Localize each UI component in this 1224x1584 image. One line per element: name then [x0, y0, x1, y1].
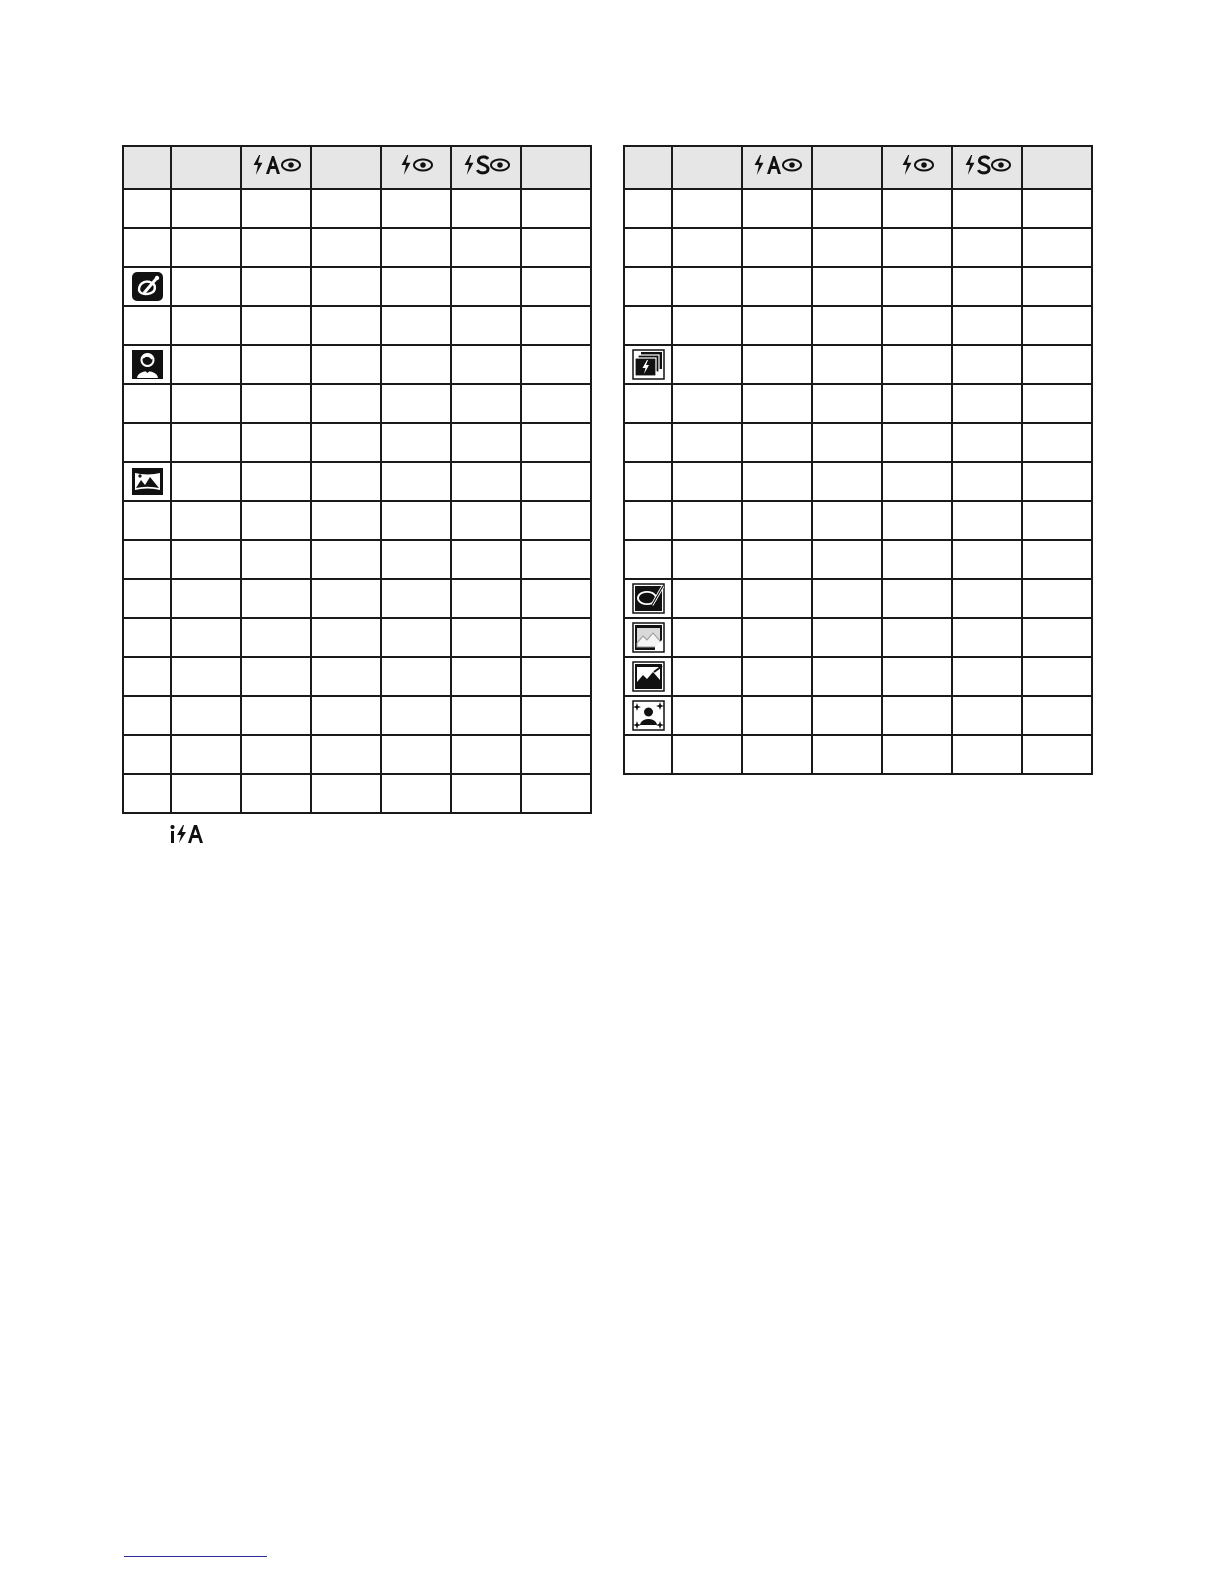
table-cell [241, 345, 311, 384]
flash-auto-redeye-icon [251, 155, 301, 175]
table-cell [241, 657, 311, 696]
table-cell [451, 345, 521, 384]
table-cell [952, 735, 1022, 774]
table-cell [672, 345, 742, 384]
table-cell [311, 345, 381, 384]
table-cell [952, 657, 1022, 696]
table-cell [952, 189, 1022, 228]
table-cell [521, 540, 591, 579]
table-cell [123, 423, 171, 462]
table-cell [742, 384, 812, 423]
table-cell [171, 462, 241, 501]
table-row [123, 228, 591, 267]
table-cell [521, 735, 591, 774]
table-cell [241, 423, 311, 462]
table-cell [672, 657, 742, 696]
table-cell [672, 462, 742, 501]
table-cell [123, 696, 171, 735]
table-cell [451, 423, 521, 462]
table-cell [882, 267, 952, 306]
table-cell [882, 540, 952, 579]
header-cell [123, 146, 171, 189]
table-row [624, 306, 1092, 345]
table-cell [672, 306, 742, 345]
table-cell [311, 462, 381, 501]
table-cell [952, 618, 1022, 657]
table-row [123, 540, 591, 579]
table-cell [451, 189, 521, 228]
table-cell [241, 228, 311, 267]
table-cell [812, 189, 882, 228]
table-cell [1022, 228, 1092, 267]
table-cell [381, 774, 451, 813]
table-cell [624, 189, 672, 228]
intelligent-flash-auto-icon [170, 824, 206, 849]
table-cell [742, 579, 812, 618]
table-cell [1022, 657, 1092, 696]
table-cell [672, 735, 742, 774]
table-row [624, 657, 1092, 696]
table-cell [812, 228, 882, 267]
table-cell [381, 462, 451, 501]
table-cell [451, 774, 521, 813]
table-cell [241, 384, 311, 423]
handheld-night-icon [131, 271, 164, 302]
table-cell [521, 774, 591, 813]
table-cell [882, 462, 952, 501]
table-cell [241, 501, 311, 540]
table-cell [672, 579, 742, 618]
table-cell [381, 540, 451, 579]
table-row [123, 462, 591, 501]
header-cell [812, 146, 882, 189]
table-cell [882, 384, 952, 423]
table-cell [123, 462, 171, 501]
flash-redeye-icon [900, 155, 934, 175]
table-row [624, 384, 1092, 423]
footer-rule [124, 1556, 267, 1557]
table-cell [624, 618, 672, 657]
table-cell [882, 501, 952, 540]
table-cell [812, 735, 882, 774]
table-cell [171, 501, 241, 540]
table-cell [451, 462, 521, 501]
table-cell [241, 306, 311, 345]
table-cell [451, 306, 521, 345]
table-cell [742, 501, 812, 540]
table-cell [123, 774, 171, 813]
table-cell [521, 267, 591, 306]
flash-slow-redeye-icon [963, 155, 1011, 175]
table-cell [123, 384, 171, 423]
header-cell [171, 146, 241, 189]
table-cell [742, 462, 812, 501]
table-cell [1022, 462, 1092, 501]
table-cell [1022, 501, 1092, 540]
table-cell [882, 228, 952, 267]
table-cell [311, 540, 381, 579]
header-cell [381, 146, 451, 189]
table-cell [624, 579, 672, 618]
table-cell [521, 462, 591, 501]
table-row [123, 384, 591, 423]
creative-control-icon [632, 583, 665, 614]
header-cell [311, 146, 381, 189]
table-cell [742, 228, 812, 267]
table-row [624, 735, 1092, 774]
table-row [123, 618, 591, 657]
table-cell [882, 423, 952, 462]
table-cell [521, 501, 591, 540]
table-row [624, 423, 1092, 462]
table-cell [742, 696, 812, 735]
table-cell [882, 735, 952, 774]
table-row [123, 735, 591, 774]
table-cell [1022, 189, 1092, 228]
table-cell [952, 267, 1022, 306]
table-cell [311, 306, 381, 345]
table-cell [171, 618, 241, 657]
table-cell [521, 228, 591, 267]
table-row [624, 189, 1092, 228]
table-cell [672, 189, 742, 228]
low-key-icon [632, 661, 665, 692]
header-cell [742, 146, 812, 189]
table-cell [624, 423, 672, 462]
table-cell [882, 696, 952, 735]
table-cell [241, 735, 311, 774]
table-cell [672, 618, 742, 657]
table-cell [451, 735, 521, 774]
table-cell [381, 384, 451, 423]
flash-table-left [122, 145, 592, 814]
header-cell [241, 146, 311, 189]
table-cell [882, 345, 952, 384]
table-cell [123, 657, 171, 696]
table-cell [451, 267, 521, 306]
flash-auto-redeye-icon [752, 155, 802, 175]
table-header-row [624, 146, 1092, 189]
table-cell [123, 540, 171, 579]
table-cell [171, 540, 241, 579]
table-cell [311, 189, 381, 228]
table-cell [311, 501, 381, 540]
table-cell [812, 501, 882, 540]
table-cell [812, 267, 882, 306]
header-cell [624, 146, 672, 189]
table-cell [311, 423, 381, 462]
table-cell [241, 774, 311, 813]
table-cell [812, 423, 882, 462]
table-cell [311, 618, 381, 657]
table-cell [381, 735, 451, 774]
table-cell [952, 384, 1022, 423]
table-cell [742, 423, 812, 462]
table-cell [812, 579, 882, 618]
high-key-icon [632, 622, 665, 653]
table-cell [123, 579, 171, 618]
table-cell [521, 657, 591, 696]
header-cell [952, 146, 1022, 189]
table-cell [624, 540, 672, 579]
table-cell [171, 774, 241, 813]
table-cell [1022, 267, 1092, 306]
table-cell [241, 462, 311, 501]
portrait-icon [131, 349, 164, 380]
table-row [123, 501, 591, 540]
table-cell [952, 228, 1022, 267]
table-cell [311, 735, 381, 774]
table-cell [123, 501, 171, 540]
table-cell [1022, 618, 1092, 657]
table-cell [123, 345, 171, 384]
table-cell [521, 384, 591, 423]
header-cell [521, 146, 591, 189]
table-cell [451, 579, 521, 618]
table-cell [311, 696, 381, 735]
table-cell [311, 384, 381, 423]
table-row [624, 228, 1092, 267]
panorama-icon [131, 466, 164, 497]
table-cell [171, 345, 241, 384]
table-cell [171, 189, 241, 228]
table-row [123, 774, 591, 813]
table-cell [672, 423, 742, 462]
table-cell [521, 189, 591, 228]
table-cell [171, 735, 241, 774]
table-cell [381, 579, 451, 618]
header-cell [1022, 146, 1092, 189]
table-cell [742, 189, 812, 228]
table-cell [451, 618, 521, 657]
table-cell [521, 579, 591, 618]
table-cell [672, 540, 742, 579]
table-row [123, 267, 591, 306]
table-cell [171, 579, 241, 618]
table-cell [882, 618, 952, 657]
table-cell [952, 696, 1022, 735]
table-row [123, 189, 591, 228]
table-cell [171, 228, 241, 267]
table-cell [451, 384, 521, 423]
table-row [624, 579, 1092, 618]
table-cell [624, 657, 672, 696]
table-cell [1022, 306, 1092, 345]
table-cell [672, 696, 742, 735]
table-cell [952, 501, 1022, 540]
table-cell [952, 423, 1022, 462]
table-cell [812, 540, 882, 579]
table-row [123, 579, 591, 618]
table-cell [742, 618, 812, 657]
table-cell [123, 267, 171, 306]
table-cell [812, 306, 882, 345]
table-cell [742, 657, 812, 696]
flash-slow-redeye-icon [462, 155, 510, 175]
header-cell [882, 146, 952, 189]
table-cell [123, 618, 171, 657]
table-cell [123, 189, 171, 228]
table-cell [952, 306, 1022, 345]
table-cell [381, 696, 451, 735]
table-cell [624, 696, 672, 735]
table-cell [882, 657, 952, 696]
table-cell [521, 696, 591, 735]
table-cell [171, 384, 241, 423]
table-cell [241, 696, 311, 735]
table-cell [672, 228, 742, 267]
table-cell [241, 579, 311, 618]
table-cell [451, 228, 521, 267]
table-cell [624, 345, 672, 384]
table-cell [123, 306, 171, 345]
table-cell [171, 696, 241, 735]
table-cell [521, 618, 591, 657]
table-cell [624, 462, 672, 501]
table-cell [311, 774, 381, 813]
table-cell [1022, 423, 1092, 462]
table-cell [1022, 579, 1092, 618]
table-cell [812, 462, 882, 501]
table-cell [812, 657, 882, 696]
table-cell [742, 306, 812, 345]
table-cell [952, 462, 1022, 501]
table-cell [812, 345, 882, 384]
table-cell [451, 696, 521, 735]
table-cell [812, 384, 882, 423]
table-cell [451, 540, 521, 579]
table-row [624, 267, 1092, 306]
flash-redeye-icon [399, 155, 433, 175]
table-cell [171, 267, 241, 306]
header-cell [451, 146, 521, 189]
table-cell [381, 657, 451, 696]
table-row [624, 345, 1092, 384]
table-cell [381, 423, 451, 462]
table-cell [241, 618, 311, 657]
table-header-row [123, 146, 591, 189]
table-cell [624, 501, 672, 540]
table-cell [882, 579, 952, 618]
table-cell [672, 384, 742, 423]
table-cell [311, 579, 381, 618]
table-cell [123, 228, 171, 267]
table-cell [624, 306, 672, 345]
table-cell [1022, 735, 1092, 774]
table-cell [381, 618, 451, 657]
table-cell [311, 228, 381, 267]
table-cell [624, 267, 672, 306]
table-row [123, 696, 591, 735]
table-cell [812, 696, 882, 735]
table-row [123, 657, 591, 696]
table-cell [742, 267, 812, 306]
table-cell [624, 228, 672, 267]
glittering-portrait-icon [632, 700, 665, 731]
table-cell [952, 579, 1022, 618]
table-cell [241, 189, 311, 228]
table-cell [171, 306, 241, 345]
table-cell [952, 540, 1022, 579]
table-cell [812, 618, 882, 657]
table-cell [624, 735, 672, 774]
table-cell [451, 501, 521, 540]
header-cell [672, 146, 742, 189]
table-row [624, 540, 1092, 579]
table-cell [672, 501, 742, 540]
table-cell [311, 267, 381, 306]
table-cell [381, 345, 451, 384]
table-row [624, 462, 1092, 501]
table-row [123, 345, 591, 384]
table-cell [882, 189, 952, 228]
table-cell [1022, 540, 1092, 579]
table-cell [451, 657, 521, 696]
table-cell [241, 267, 311, 306]
table-row [123, 423, 591, 462]
table-cell [742, 540, 812, 579]
table-cell [1022, 696, 1092, 735]
table-cell [241, 540, 311, 579]
table-cell [381, 306, 451, 345]
flash-table-right [623, 145, 1093, 775]
table-cell [672, 267, 742, 306]
table-cell [521, 423, 591, 462]
table-cell [1022, 345, 1092, 384]
table-cell [381, 267, 451, 306]
flash-burst-icon [632, 349, 665, 380]
table-cell [624, 384, 672, 423]
table-cell [381, 228, 451, 267]
table-cell [1022, 384, 1092, 423]
table-row [624, 501, 1092, 540]
table-cell [311, 657, 381, 696]
table-cell [742, 345, 812, 384]
table-row [624, 696, 1092, 735]
table-row [624, 618, 1092, 657]
table-cell [381, 501, 451, 540]
table-cell [521, 345, 591, 384]
table-cell [742, 735, 812, 774]
table-cell [381, 189, 451, 228]
table-row [123, 306, 591, 345]
table-cell [171, 423, 241, 462]
table-cell [171, 657, 241, 696]
table-cell [123, 735, 171, 774]
table-cell [952, 345, 1022, 384]
table-cell [521, 306, 591, 345]
table-cell [882, 306, 952, 345]
